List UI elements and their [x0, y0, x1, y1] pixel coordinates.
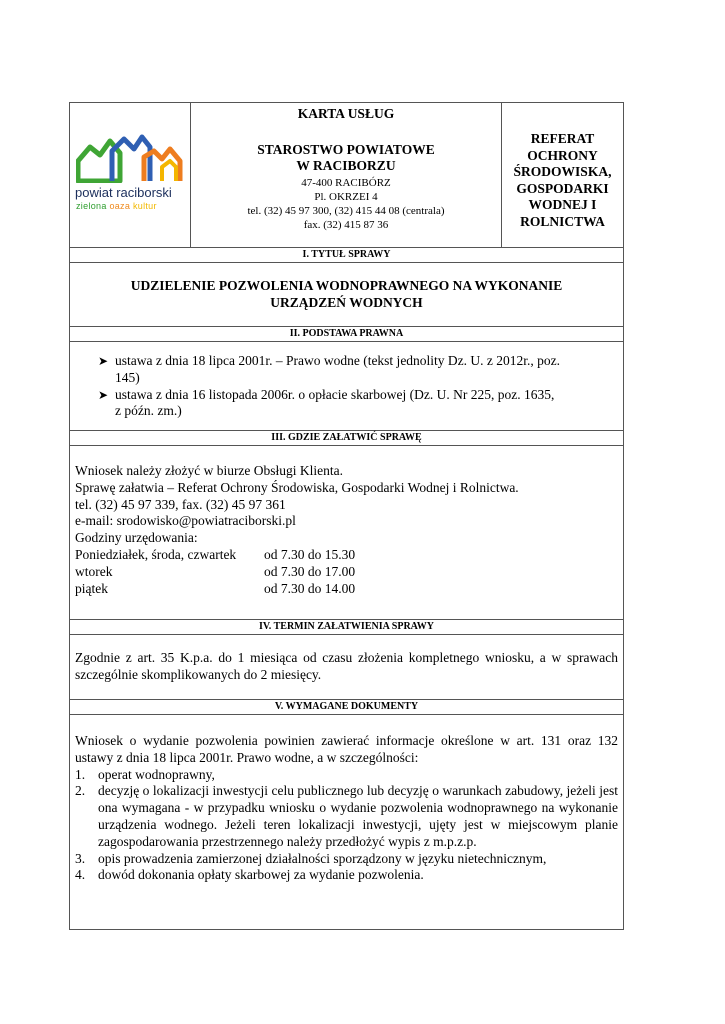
hours-days: piątek	[75, 580, 108, 596]
doc-number: 3.	[75, 850, 86, 866]
logo-tagline	[76, 201, 157, 211]
office-name-line: STAROSTWO POWIATOWE	[257, 142, 435, 157]
legal-text: z późn. zm.)	[115, 403, 182, 419]
hours-time: od 7.30 do 15.30	[264, 546, 356, 562]
office-name-line: W RACIBORZU	[296, 158, 396, 173]
where-line: Sprawę załatwia – Referat Ochrony Środowiska, Gospodarki Wodnej i Rolnictwa.	[75, 479, 519, 495]
legal-item	[98, 387, 616, 421]
legal-text: ustawa z dnia 18 lipca 2001r. – Prawo wodne (tekst jednolity Dz. U. z 2012r., poz.	[115, 353, 561, 368]
hours-row	[75, 581, 618, 598]
arrow-bullet-icon: ➤	[98, 354, 109, 368]
department-cell	[502, 103, 623, 247]
doc-item	[75, 767, 618, 784]
tagline-word: kultur	[132, 201, 157, 211]
department-line: OCHRONY	[527, 147, 598, 163]
address-line: 47-400 RACIBÓRZ	[301, 177, 391, 189]
doc-number: 2.	[75, 783, 86, 799]
doc-number: 4.	[75, 867, 86, 883]
section-heading-where: III. GDZIE ZAŁATWIĆ SPRAWĘ	[70, 431, 623, 446]
legal-item	[98, 353, 616, 387]
doc-number: 1.	[75, 766, 86, 782]
card-header	[70, 103, 623, 248]
department-line: ŚRODOWISKA,	[513, 164, 612, 179]
department-line: WODNEJ I	[528, 197, 597, 212]
department-line: REFERAT	[530, 131, 595, 146]
section-heading-docs: V. WYMAGANE DOKUMENTY	[70, 700, 623, 715]
section-heading-term: IV. TERMIN ZAŁATWIENIA SPRAWY	[70, 620, 623, 635]
hours-days: Poniedziałek, środa, czwartek	[75, 546, 237, 562]
hours-time: od 7.30 do 14.00	[264, 580, 356, 596]
section-heading-legal: II. PODSTAWA PRAWNA	[70, 327, 623, 342]
section-heading-title: I. TYTUŁ SPRAWY	[70, 248, 623, 263]
doc-text: dowód dokonania opłaty skarbowej za wydanie pozwolenia.	[98, 867, 424, 883]
doc-text: opis prowadzenia zamierzonej działalności sporządzony w języku nietechnicznym,	[98, 850, 547, 866]
hours-row	[75, 564, 618, 581]
office-address	[191, 176, 501, 232]
card-title: KARTA USŁUG	[297, 106, 395, 121]
docs-intro: Wniosek o wydanie pozwolenia powinien zawierać informacje określone w art. 131 oraz 132 ustawy z dnia 18 lipca 2001r. Prawo wodne, a w szczególności:	[75, 733, 618, 765]
case-title-line: URZĄDZEŃ WODNYCH	[270, 294, 423, 310]
legal-text: 145)	[115, 369, 140, 385]
where-info	[70, 446, 623, 620]
phone-fax: tel. (32) 45 97 339, fax. (32) 45 97 361	[75, 496, 286, 512]
department-line: ROLNICTWA	[520, 213, 605, 229]
case-title-line: UDZIELENIE POZWOLENIA WODNOPRAWNEGO NA WYKONANIE	[130, 278, 563, 293]
address-line: fax. (32) 415 87 36	[303, 219, 389, 231]
email: e-mail: srodowisko@powiatraciborski.pl	[75, 513, 296, 529]
address-line: tel. (32) 45 97 300, (32) 415 44 08 (centrala)	[247, 205, 445, 217]
service-card	[69, 102, 624, 930]
doc-text: operat wodnoprawny,	[98, 766, 215, 782]
powiat-logo-icon	[76, 131, 186, 183]
office-cell	[191, 103, 502, 247]
doc-text: decyzję o lokalizacji inwestycji celu publicznego lub decyzję o warunkach zabudowy, jeżeli jest ona wymagana - w przypadku wniosku o wydanie pozwolenia wodnoprawnego na wykonanie urządzenia wodnego. Jeżeli teren lokalizacji inwestycji, ujęty jest w miejscowym planie zagospodarowania przestrzennego należy przedłożyć wypis z m.p.z.p.	[98, 783, 618, 849]
hours-row	[75, 547, 618, 564]
term-text: Zgodnie z art. 35 K.p.a. do 1 miesiąca od czasu złożenia kompletnego wniosku, a w sprawach szczególnie skomplikowanych do 2 miesięcy.	[70, 635, 623, 700]
doc-item	[75, 851, 618, 868]
logo-cell	[70, 103, 191, 247]
arrow-bullet-icon: ➤	[98, 387, 109, 402]
hours-time: od 7.30 do 17.00	[264, 563, 356, 579]
legal-text: ustawa z dnia 16 listopada 2006r. o opłacie skarbowej (Dz. U. Nr 225, poz. 1635,	[115, 386, 555, 402]
where-line: Godziny urzędowania:	[75, 530, 198, 546]
department-line: GOSPODARKI	[516, 180, 609, 196]
doc-item	[75, 867, 618, 884]
office-name	[191, 142, 501, 174]
address-line: Pl. OKRZEI 4	[314, 191, 378, 203]
tagline-word: oaza	[109, 201, 131, 211]
logo-name: powiat raciborski	[75, 185, 172, 200]
where-line: Wniosek należy złożyć w biurze Obsługi Klienta.	[75, 463, 344, 478]
case-title	[70, 263, 623, 327]
legal-basis	[70, 342, 623, 431]
doc-item	[75, 783, 618, 850]
hours-days: wtorek	[75, 563, 113, 579]
tagline-word: zielona	[76, 201, 107, 211]
required-documents	[70, 715, 623, 929]
